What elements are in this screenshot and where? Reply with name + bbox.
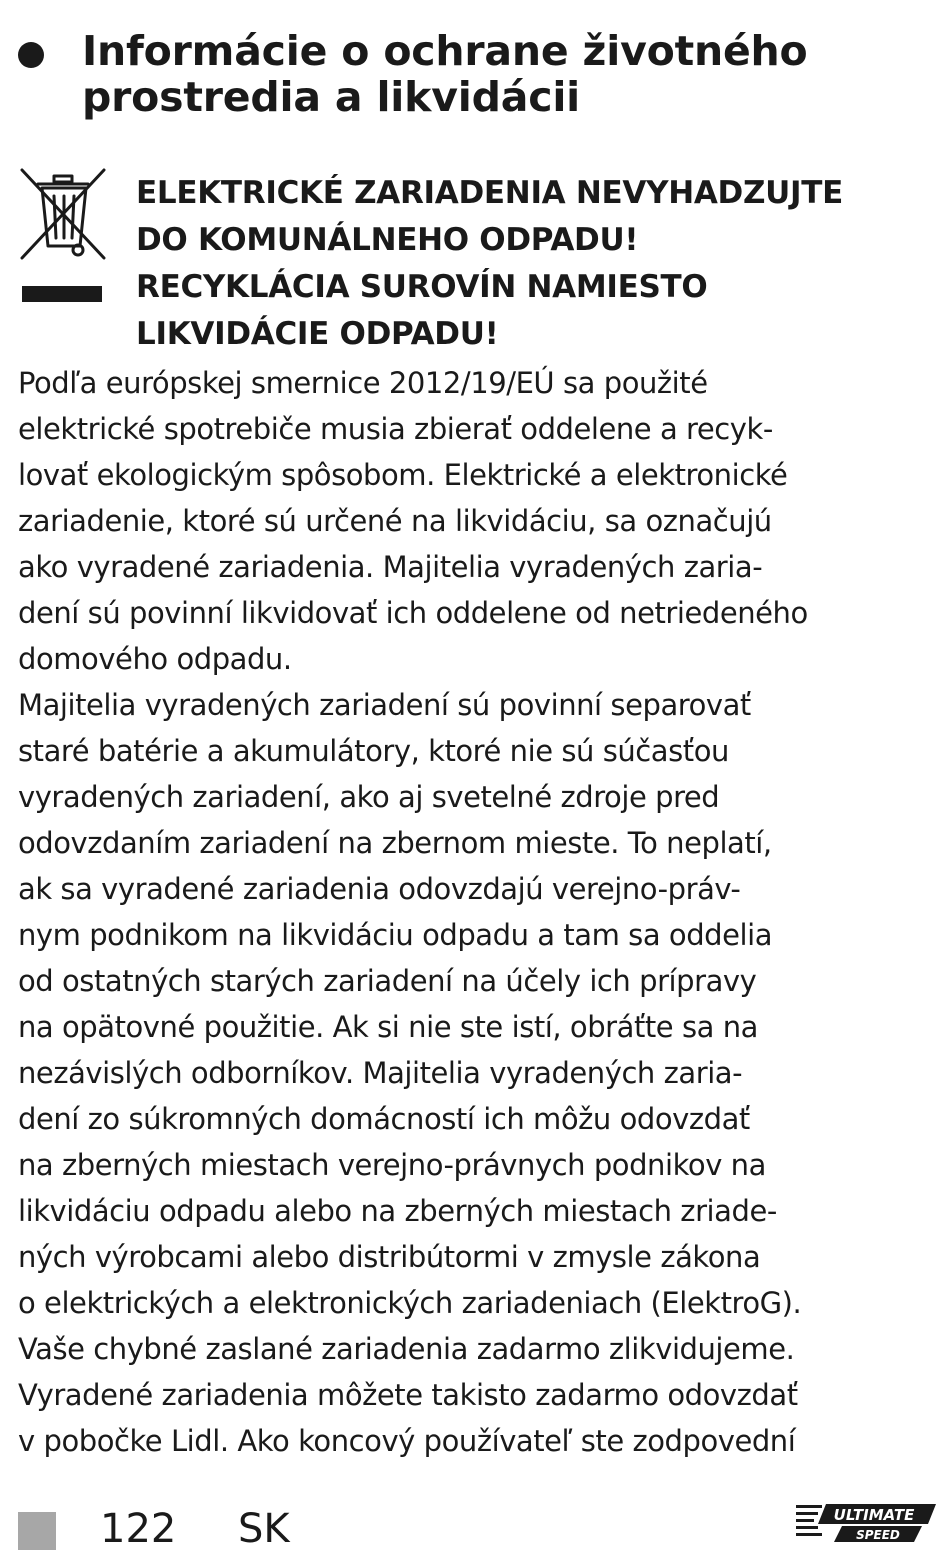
text-line: staré batérie a akumulátory, ktoré nie sú súčasťou (18, 734, 729, 768)
text-line: na zberných miestach verejno-právnych podnikov na (18, 1148, 766, 1182)
language-code: SK (238, 1506, 290, 1552)
logo-text-1: ULTIMATE (833, 1506, 915, 1524)
text-line: nym podnikom na likvidáciu odpadu a tam sa oddelia (18, 918, 773, 952)
bullet-icon (18, 42, 44, 68)
text-line: Vaše chybné zaslané zariadenia zadarmo zlikvidujeme. (18, 1332, 795, 1366)
text-line: vyradených zariadení, ako aj svetelné zdroje pred (18, 780, 720, 814)
warning-text (136, 170, 843, 358)
heading-line: Informácie o ochrane životného (82, 27, 808, 75)
logo-text-2: SPEED (856, 1528, 900, 1542)
page-footer (18, 1500, 936, 1552)
text-line: Majitelia vyradených zariadení sú povinní separovať (18, 688, 751, 722)
gray-square-icon (18, 1512, 56, 1550)
text-line: likvidáciu odpadu alebo na zberných miestach zriade- (18, 1194, 777, 1228)
text-line: dení sú povinní likvidovať ich oddelene od netriedeného (18, 596, 808, 630)
text-line: na opätovné použitie. Ak si nie ste istí, obráťte sa na (18, 1010, 758, 1044)
paragraph-2 (18, 682, 938, 1464)
text-line: lovať ekologickým spôsobom. Elektrické a elektronické (18, 458, 788, 492)
disposal-warning (18, 166, 938, 358)
paragraph-1 (18, 360, 938, 682)
bar-icon (22, 286, 102, 302)
text-line: od ostatných starých zariadení na účely ich prípravy (18, 964, 757, 998)
text-line: v pobočke Lidl. Ako koncový používateľ ste zodpovední (18, 1424, 796, 1458)
text-line: nezávislých odborníkov. Majitelia vyradených zaria- (18, 1056, 743, 1090)
text-line: Vyradené zariadenia môžete takisto zadarmo odovzdať (18, 1378, 798, 1412)
ultimate-speed-logo (796, 1502, 936, 1544)
page-number: 122 (100, 1506, 177, 1552)
crossed-bin-icon (18, 166, 110, 262)
text-line: ných výrobcami alebo distribútormi v zmysle zákona (18, 1240, 761, 1274)
text-line: domového odpadu. (18, 642, 292, 676)
body-text (18, 360, 938, 1464)
text-line: zariadenie, ktoré sú určené na likvidáciu, sa označujú (18, 504, 772, 538)
text-line: elektrické spotrebiče musia zbierať oddelene a recyk- (18, 412, 773, 446)
text-line: o elektrických a elektronických zariadeniach (ElektroG). (18, 1286, 802, 1320)
heading-line: prostredia a likvidácii (82, 73, 581, 121)
text-line: Podľa európskej smernice 2012/19/EÚ sa použité (18, 366, 708, 400)
text-line: ako vyradené zariadenia. Majitelia vyradených zaria- (18, 550, 763, 584)
text-line: dení zo súkromných domácností ich môžu odovzdať (18, 1102, 750, 1136)
text-line: ak sa vyradené zariadenia odovzdajú verejno-práv- (18, 872, 741, 906)
text-line: odovzdaním zariadení na zbernom mieste. To neplatí, (18, 826, 772, 860)
warning-line: RECYKLÁCIA SUROVÍN NAMIESTO (136, 269, 708, 305)
warning-line: DO KOMUNÁLNEHO ODPADU! (136, 222, 639, 258)
warning-line: LIKVIDÁCIE ODPADU! (136, 316, 499, 352)
warning-icons (18, 166, 136, 358)
section-heading (18, 28, 938, 120)
page-title (82, 28, 808, 120)
warning-line: ELEKTRICKÉ ZARIADENIA NEVYHADZUJTE (136, 175, 843, 211)
